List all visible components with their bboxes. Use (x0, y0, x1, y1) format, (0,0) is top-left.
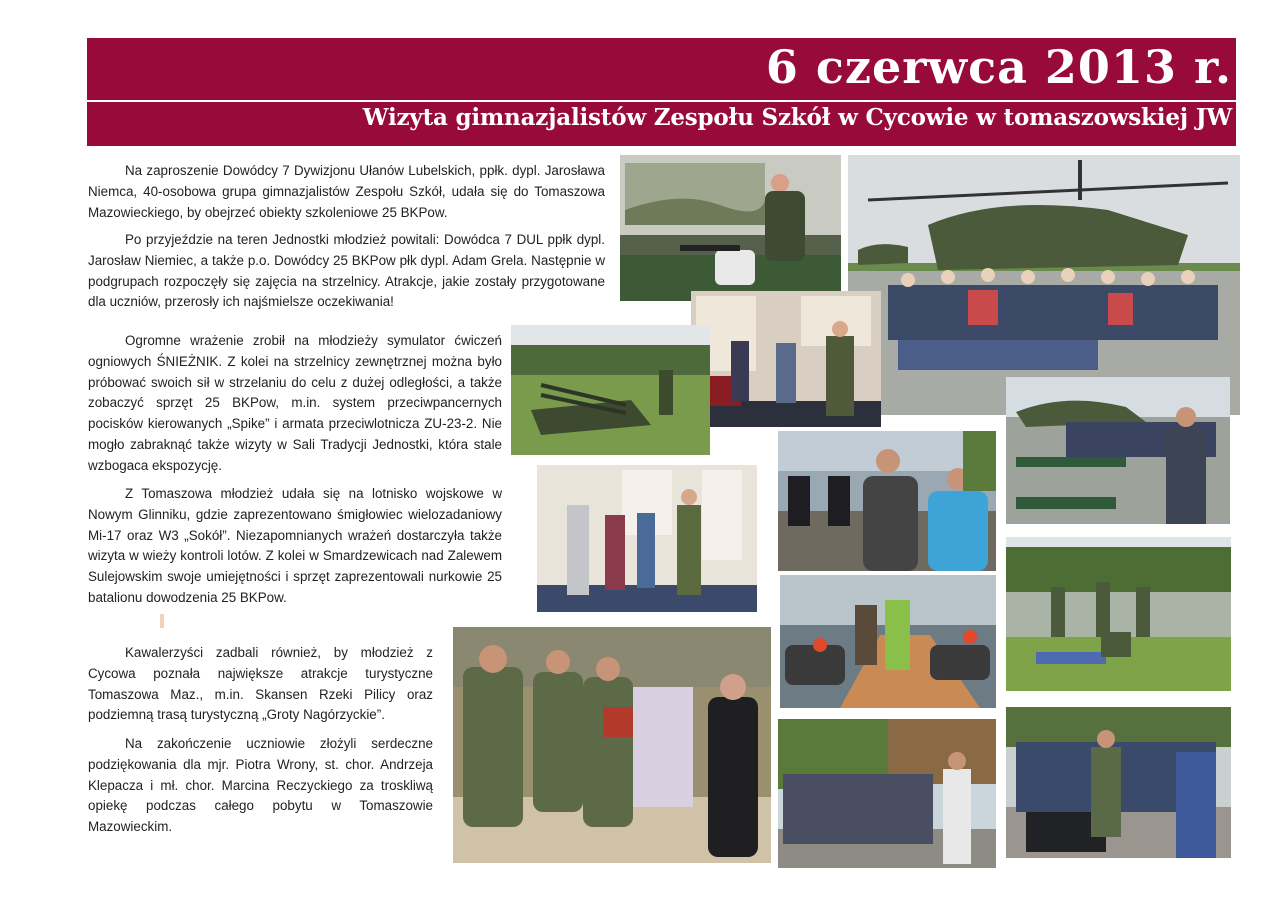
page-title: Wizyta gimnazjalistów Zespołu Szkół w Cycowie w tomaszowskiej JW (362, 104, 1232, 131)
header-banner (87, 38, 1236, 146)
photo-shooting-range (1006, 537, 1231, 691)
photo-aa-gun (511, 325, 710, 455)
banner-divider (87, 100, 1236, 102)
photo-missile-display (1006, 377, 1230, 524)
photo-boat-pier (780, 575, 996, 708)
article-paragraph-6: Na zakończenie uczniowie złożyli serdeczne podziękowania dla mjr. Piotra Wrony, st. chor. Andrzeja Klepacza i mł. chor. Marcina Reczyckiego za troskliwą opiekę podczas całego pobytu w Tomaszowie Mazowieckim. (88, 736, 433, 835)
article-paragraph-4: Z Tomaszowa młodzież udała się na lotnisko wojskowe w Nowym Glinniku, gdzie zaprezentowano śmigłowiec wielozadaniowy Mi-17 oraz W3 „Sokół”. Niezapomnianych wrażeń dostarczyła także wizyta w wieży kontroli lotów. Z kolei w Smardzewicach nad Zalewem Sulejowskim swoje umiejętności i sprzęt zaprezentowali nurkowie 25 batalionu dowodzenia 25 BKPow. (88, 486, 502, 605)
photo-open-air-museum (778, 719, 996, 868)
photo-diving-equipment (1006, 707, 1231, 858)
photo-exhibition-room (691, 291, 881, 427)
article-paragraph-1: Na zaproszenie Dowódcy 7 Dywizjonu Ułanów Lubelskich, ppłk. dypl. Jarosława Niemca, 40-osobowa grupa gimnazjalistów Zespołu Szkół, udała się do Tomaszowa Mazowieckiego, by obejrzeć obiekty szkoleniowe 25 BKPow. (88, 163, 605, 220)
photo-officers-students (453, 627, 771, 863)
photo-helicopter-group (848, 155, 1240, 415)
article-paragraph-3: Ogromne wrażenie zrobił na młodzieży symulator ćwiczeń ogniowych ŚNIEŻNIK. Z kolei na strzelnicy zewnętrznej można było próbować swoich sił w strzelaniu do celu z dużej odległości, a także zobaczyć sprzęt 25 BKPow, m.in. system przeciwpancernych pocisków kierowanych „Spike” i armata przeciwlotnicza ZU-23-2. Nie mogło zabraknąć także wizyty w Sali Tradycji Jednostki, która stale wzbogaca ekspozycję. (88, 333, 502, 473)
photo-tradition-hall (537, 465, 757, 612)
photo-divers (778, 431, 996, 571)
photo-simulator (620, 155, 841, 301)
highlight-mark (160, 614, 164, 628)
article-paragraph-5: Kawalerzyści zadbali również, by młodzież z Cycowa poznała największe atrakcje turystyczne Tomaszowa Maz., m.in. Skansen Rzeki Pilicy oraz podziemną trasą turystyczną „Groty Nagórzyckie”. (88, 645, 433, 723)
article-paragraph-2: Po przyjeździe na teren Jednostki młodzież powitali: Dowódca 7 DUL ppłk dypl. Jarosław Niemiec, a także p.o. Dowódcy 25 BKPow płk dypl. Adam Grela. Następnie w podgrupach rozpoczęły się zajęcia na strzelnicy. Atrakcje, jakie zostały przygotowane dla uczniów, przerosły ich najśmielsze oczekiwania! (88, 232, 605, 310)
page-date: 6 czerwca 2013 r. (765, 40, 1232, 94)
